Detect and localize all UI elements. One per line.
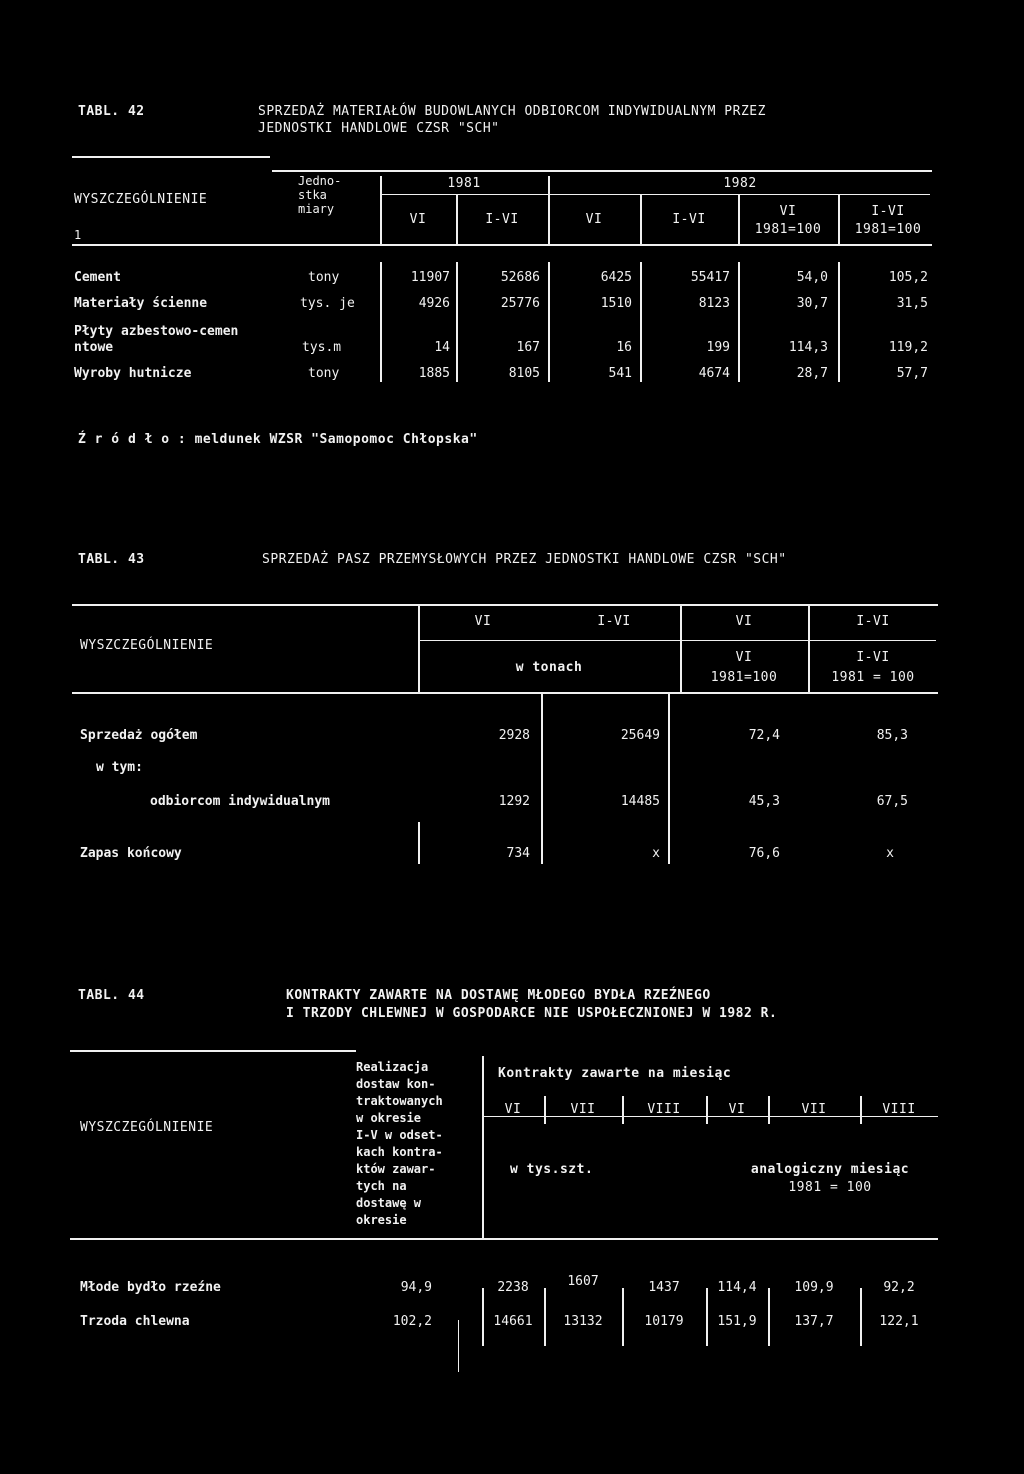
table-43-head-c3a: VI (735, 650, 753, 665)
cell: 6425 (600, 270, 632, 285)
table-42-head-c5b: 1981=100 (754, 222, 822, 237)
cell: 114,3 (788, 340, 828, 355)
rule (458, 1320, 459, 1372)
cell: 151,9 (717, 1314, 757, 1329)
table-43-head-c3b: 1981=100 (710, 670, 778, 685)
row-label: Wyroby hutnicze (74, 366, 192, 381)
table-44-label: TABL. 44 (78, 988, 145, 1003)
table-42-head-c6a: I-VI (871, 204, 905, 219)
table-44-contracts-head: Kontrakty zawarte na miesiąc (498, 1066, 732, 1081)
table-44-unit1: w tys.szt. (510, 1162, 594, 1177)
cell: 85,3 (876, 728, 908, 743)
row-unit: tony (308, 366, 340, 381)
row-label: Sprzedaż ogółem (80, 728, 198, 743)
table-42-source: Ź r ó d ł o : meldunek WZSR "Samopomoc Chłopska" (78, 432, 478, 447)
row-label: Zapas końcowy (80, 846, 182, 861)
table-43-head-c4b: 1981 = 100 (831, 670, 915, 685)
cell: 8123 (698, 296, 730, 311)
rule (418, 640, 936, 641)
table-43-head-c4: I-VI (856, 614, 890, 629)
table-42-unit-head: stka (298, 188, 327, 202)
head-line: kach kontra- (356, 1145, 443, 1159)
table-42-unit-head: miary (298, 202, 335, 216)
rule (72, 244, 932, 246)
head-line: Realizacja (356, 1060, 429, 1074)
month-head: VII (801, 1102, 827, 1117)
row-label: Młode bydło rzeźne (80, 1280, 221, 1295)
rule (72, 156, 270, 158)
table-43-head-c2: I-VI (597, 614, 631, 629)
cell: 4926 (418, 296, 450, 311)
cell: 94,9 (400, 1280, 432, 1295)
table-42-unit-head: Jedno- (298, 174, 342, 188)
month-head: VI (504, 1102, 522, 1117)
cell: 11907 (410, 270, 450, 285)
cell: 109,9 (794, 1280, 834, 1295)
cell: 30,7 (796, 296, 828, 311)
rule (482, 1056, 484, 1238)
table-43-label: TABL. 43 (78, 552, 145, 567)
cell: 105,2 (888, 270, 928, 285)
cell: 28,7 (796, 366, 828, 381)
row-label: Cement (74, 270, 121, 285)
table-44-title-line2: I TRZODY CHLEWNEJ W GOSPODARCE NIE USPOŁECZNIONEJ W 1982 R. (286, 1006, 778, 1021)
cell: 16 (616, 340, 632, 355)
cell: 31,5 (896, 296, 928, 311)
row-label: Materiały ścienne (74, 296, 208, 311)
row-label-cont: ntowe (74, 340, 114, 355)
cell: 25649 (620, 728, 660, 743)
cell: 137,7 (794, 1314, 834, 1329)
head-line: dostawę w (356, 1196, 422, 1210)
cell: 114,4 (717, 1280, 757, 1295)
head-line: tych na (356, 1179, 407, 1193)
month-head: VII (570, 1102, 596, 1117)
table-44-title-line1: KONTRAKTY ZAWARTE NA DOSTAWĘ MŁODEGO BYDŁA RZEŹNEGO (286, 988, 711, 1003)
table-44-unit2b: 1981 = 100 (788, 1180, 872, 1195)
cell: 76,6 (748, 846, 780, 861)
cell: 122,1 (879, 1314, 919, 1329)
cell: 45,3 (748, 794, 780, 809)
cell: 2238 (497, 1280, 529, 1295)
row-unit: tony (308, 270, 340, 285)
head-line: okresie (356, 1213, 407, 1227)
rule (70, 1050, 356, 1052)
head-line: traktowanych (356, 1094, 443, 1108)
cell: 8105 (508, 366, 540, 381)
table-44-col-label: WYSZCZEGÓLNIENIE (80, 1120, 214, 1135)
cell: 1510 (600, 296, 632, 311)
head-line: dostaw kon- (356, 1077, 436, 1091)
row-label: Trzoda chlewna (80, 1314, 190, 1329)
rule (72, 692, 938, 694)
month-head: VIII (882, 1102, 916, 1117)
rule (272, 170, 932, 172)
rule (541, 692, 543, 864)
table-43-title: SPRZEDAŻ PASZ PRZEMYSŁOWYCH PRZEZ JEDNOSTKI HANDLOWE CZSR "SCH" (262, 552, 787, 567)
row-unit: tys. je (300, 296, 355, 311)
cell: 1885 (418, 366, 450, 381)
row-unit: tys.m (302, 340, 342, 355)
cell: 57,7 (896, 366, 928, 381)
table-42-year-1982: 1982 (723, 176, 757, 191)
table-43-col-label: WYSZCZEGÓLNIENIE (80, 638, 214, 653)
cell: 199 (706, 340, 730, 355)
table-42-title-line2: JEDNOSTKI HANDLOWE CZSR "SCH" (258, 121, 500, 136)
cell: 167 (516, 340, 540, 355)
cell: 14661 (493, 1314, 533, 1329)
row-label: w tym: (96, 760, 143, 775)
rule (380, 194, 930, 195)
cell: 52686 (500, 270, 540, 285)
table-43-head-c1: VI (474, 614, 492, 629)
rule (70, 1238, 938, 1240)
table-43-head-c3: VI (735, 614, 753, 629)
cell: 67,5 (876, 794, 908, 809)
cell: 4674 (698, 366, 730, 381)
cell: 1292 (498, 794, 530, 809)
cell: 1437 (648, 1280, 680, 1295)
row-label: odbiorcom indywidualnym (150, 794, 331, 809)
table-42-col-label: WYSZCZEGÓLNIENIE (74, 192, 208, 207)
cell: 92,2 (883, 1280, 915, 1295)
month-head: VIII (647, 1102, 681, 1117)
table-42-head-c2: I-VI (485, 212, 519, 227)
table-42-head-c5a: VI (779, 204, 797, 219)
cell: 102,2 (392, 1314, 432, 1329)
cell: x (886, 846, 894, 861)
cell: 119,2 (888, 340, 928, 355)
cell: 734 (506, 846, 530, 861)
cell: 2928 (498, 728, 530, 743)
table-43-unit: w tonach (515, 660, 583, 675)
head-line: któw zawar- (356, 1162, 436, 1176)
month-head: VI (728, 1102, 746, 1117)
head-line: I-V w odset- (356, 1128, 443, 1142)
table-43-head-c4a: I-VI (856, 650, 890, 665)
cell: 10179 (644, 1314, 684, 1329)
table-42-head-c3: VI (585, 212, 603, 227)
cell: 14485 (620, 794, 660, 809)
table-42-year-1981: 1981 (447, 176, 481, 191)
cell: 1607 (567, 1274, 599, 1289)
table-42-head-c1: VI (409, 212, 427, 227)
cell: 54,0 (796, 270, 828, 285)
table-44-unit2a: analogiczny miesiąc (750, 1162, 910, 1177)
table-42-head-c4: I-VI (672, 212, 706, 227)
cell: 14 (434, 340, 450, 355)
cell: x (652, 846, 660, 861)
table-42-label: TABL. 42 (78, 104, 145, 119)
cell: 541 (608, 366, 632, 381)
head-line: w okresie (356, 1111, 422, 1125)
rule (668, 692, 670, 864)
cell: 13132 (563, 1314, 603, 1329)
table-42-title-line1: SPRZEDAŻ MATERIAŁÓW BUDOWLANYCH ODBIORCOM INDYWIDUALNYM PRZEZ (258, 104, 766, 119)
cell: 72,4 (748, 728, 780, 743)
cell: 55417 (690, 270, 730, 285)
cell: 25776 (500, 296, 540, 311)
row-label: Płyty azbestowo-cemen (74, 324, 239, 339)
table-42-head-c6b: 1981=100 (854, 222, 922, 237)
table-42-col-mark: 1 (74, 228, 82, 242)
